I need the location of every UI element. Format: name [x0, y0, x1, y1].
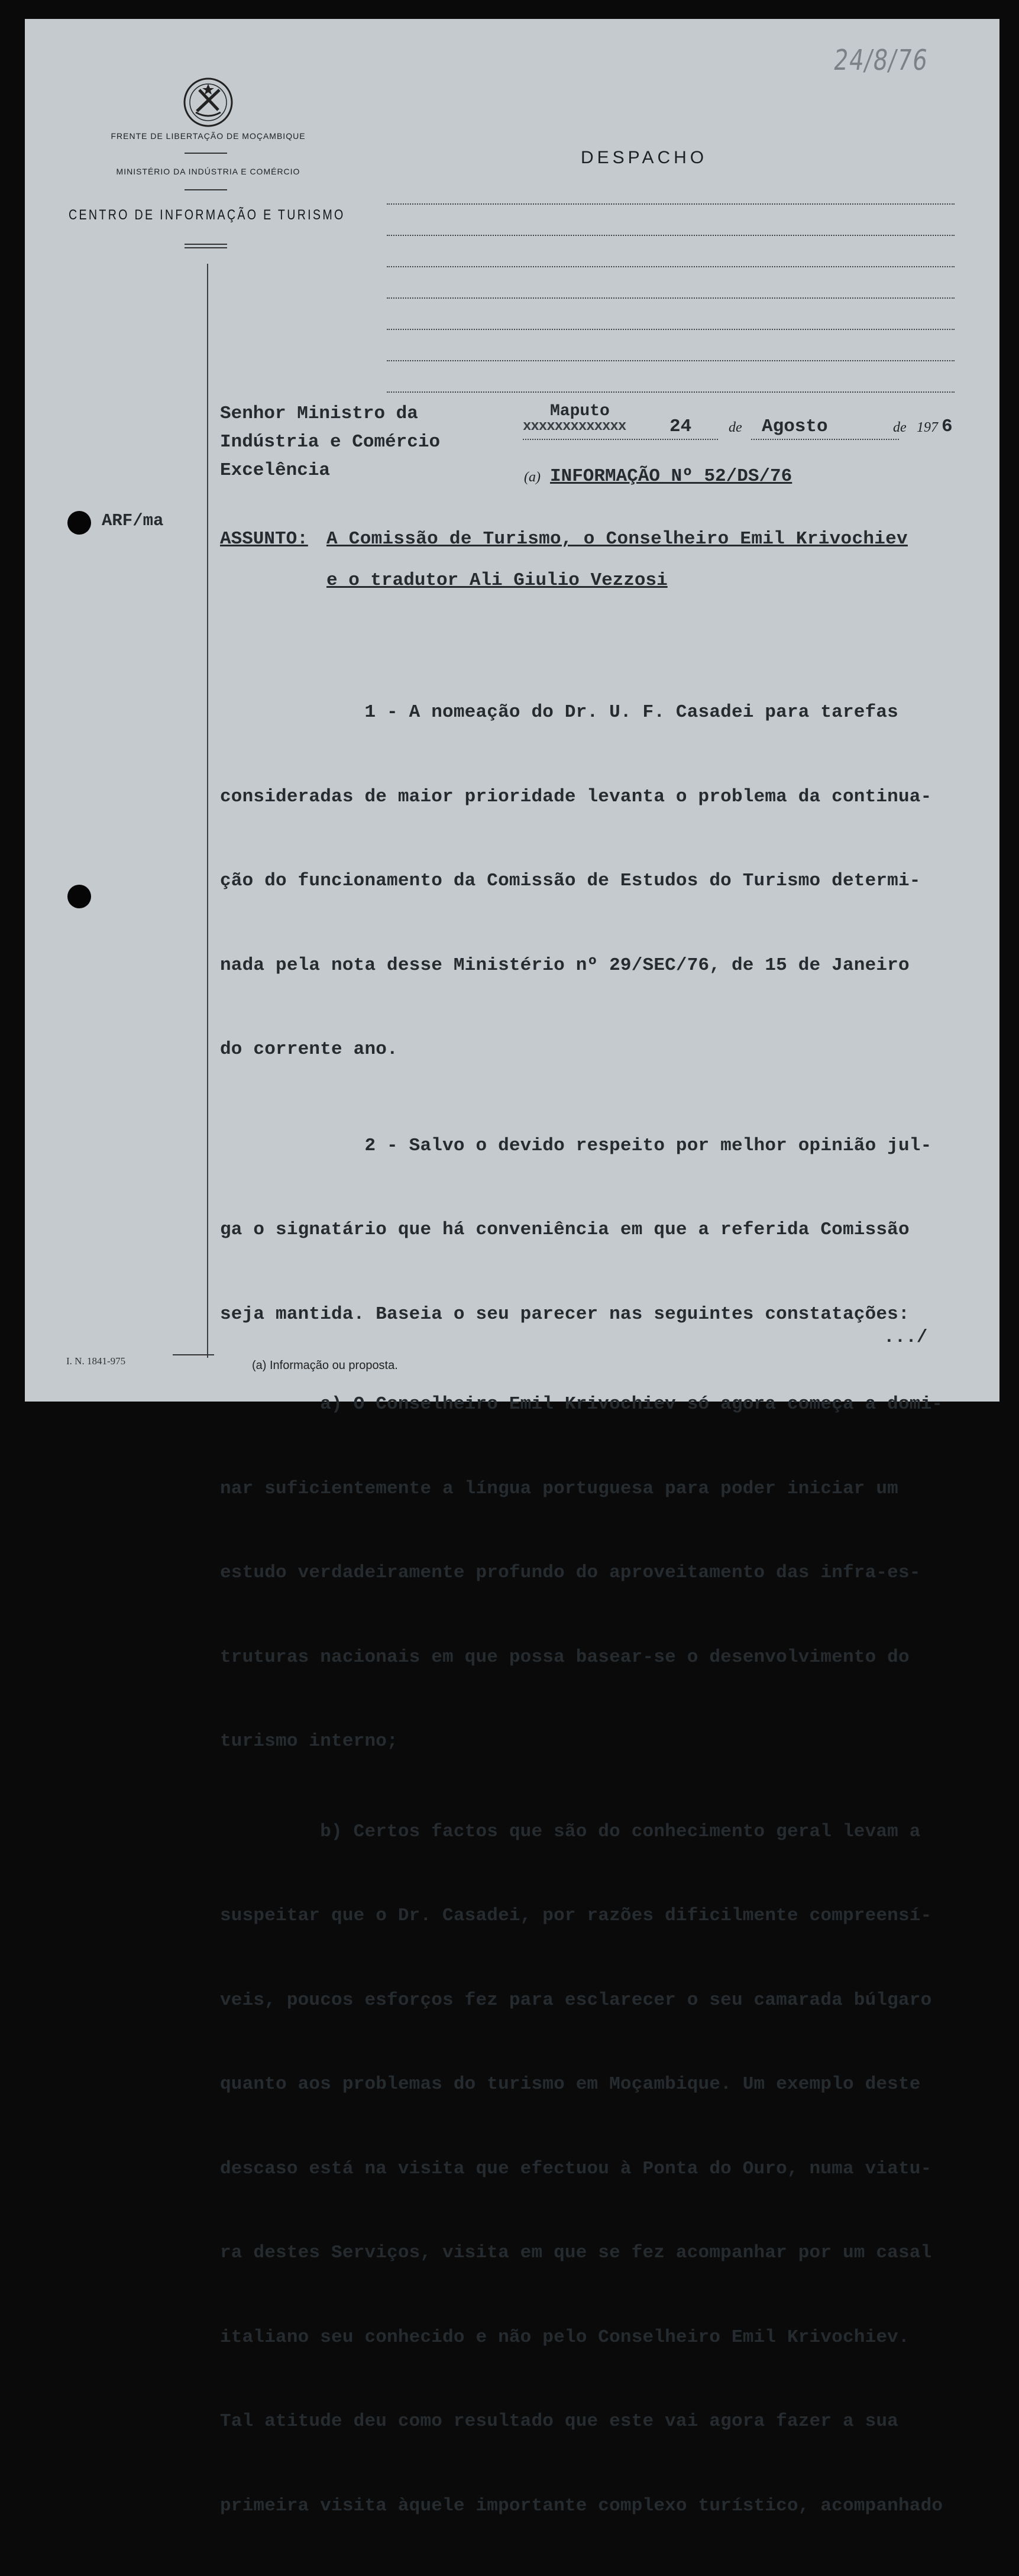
- informacao-number: INFORMAÇÃO Nº 52/DS/76: [550, 466, 792, 487]
- body-line: turismo interno;: [220, 1731, 398, 1752]
- body-line: ra destes Serviços, visita em que se fez acompanhar por um casal: [220, 2242, 932, 2263]
- body-line: seja mantida. Baseia o seu parecer nas seguintes constatações:: [220, 1303, 910, 1325]
- body-line: consideradas de maior prioridade levanta o problema da continua-: [220, 786, 932, 807]
- assunto-subject-line: e o tradutor Ali Giulio Vezzosi: [326, 570, 668, 591]
- document-page: [25, 19, 999, 2516]
- date-month: Agosto: [762, 416, 828, 437]
- body-line: ga o signatário que há conveniência em que a referida Comissão: [220, 1219, 910, 1240]
- frente-heading: FRENTE DE LIBERTAÇÃO DE MOÇAMBIQUE: [111, 131, 306, 141]
- body-line: veis, poucos esforços fez para esclarecer o seu camarada búlgaro: [220, 1989, 932, 2011]
- footer-divider: [173, 1354, 214, 1355]
- header-divider: [185, 244, 227, 245]
- informacao-marker: (a): [524, 470, 541, 485]
- date-year-digit: 6: [942, 416, 953, 437]
- reference-initials: ARF/ma: [102, 511, 164, 530]
- punch-hole: [67, 885, 91, 908]
- despacho-line: [387, 329, 955, 330]
- body-line: suspeitar que o Dr. Casadei, por razões dificilmente compreensí-: [220, 1905, 932, 1926]
- date-day: 24: [669, 416, 692, 437]
- header-divider: [185, 247, 227, 248]
- despacho-line: [387, 391, 955, 393]
- despacho-title: DESPACHO: [581, 148, 708, 167]
- footnote: (a) Informação ou proposta.: [252, 1359, 398, 1372]
- body-line: b) Certos factos que são do conhecimento geral levam a: [220, 1821, 921, 1842]
- date-de: de: [893, 420, 907, 435]
- body-line: descaso está na visita que efectuou à Ponta do Ouro, numa viatu-: [220, 2158, 932, 2179]
- body-line: italiano seu conhecido e não pelo Conselheiro Emil Krivochiev.: [220, 2326, 910, 2348]
- addressee-line: Excelência: [220, 460, 331, 481]
- form-code: I. N. 1841-975: [66, 1355, 126, 1367]
- body-line: do corrente ano.: [220, 1039, 398, 1060]
- body-line: a) O Conselheiro Emil Krivochiev só agora começa a domi-: [220, 1394, 943, 1415]
- body-line: Tal atitude deu como resultado que este vai agora fazer a sua: [220, 2411, 898, 2432]
- place-name: Maputo: [550, 402, 610, 420]
- body-line: primeira visita àquele importante complexo turístico, acompanhado: [220, 2495, 943, 2516]
- body-line: truturas nacionais em que possa basear-se o desenvolvimento do: [220, 1646, 910, 1668]
- body-line: nar suficientemente a língua portuguesa para poder iniciar um: [220, 1478, 898, 1499]
- date-year-prefix: 197: [917, 420, 938, 435]
- date-de: de: [729, 420, 742, 435]
- body-line: ção do funcionamento da Comissão de Estudos do Turismo determi-: [220, 870, 921, 891]
- addressee-line: Indústria e Comércio: [220, 432, 441, 452]
- despacho-line: [387, 360, 955, 361]
- frelimo-emblem-icon: [182, 76, 235, 129]
- ministerio-heading: MINISTÉRIO DA INDÚSTRIA E COMÉRCIO: [116, 167, 300, 176]
- continuation-mark: .../: [884, 1327, 928, 1348]
- body-text: [220, 642, 943, 2576]
- body-line: 1 - A nomeação do Dr. U. F. Casadei para tarefas: [220, 702, 898, 723]
- handwritten-date: 24/8/76: [832, 44, 931, 77]
- punch-hole: [67, 511, 91, 535]
- date-underline: [523, 439, 718, 440]
- despacho-line: [387, 203, 955, 205]
- date-underline: [751, 439, 899, 440]
- header-divider: [185, 189, 227, 190]
- margin-line: [207, 264, 208, 1358]
- body-line: nada pela nota desse Ministério nº 29/SEC/76, de 15 de Janeiro: [220, 954, 910, 976]
- body-line: 2 - Salvo o devido respeito por melhor opinião jul-: [220, 1135, 932, 1156]
- addressee-line: Senhor Ministro da: [220, 403, 418, 424]
- assunto-label: ASSUNTO:: [220, 529, 308, 549]
- header-divider: [185, 153, 227, 154]
- despacho-line: [387, 297, 955, 299]
- assunto-subject-line: A Comissão de Turismo, o Conselheiro Emil Krivochiev: [326, 529, 908, 549]
- despacho-line: [387, 266, 955, 267]
- despacho-line: [387, 235, 955, 236]
- centro-heading: CENTRO DE INFORMAÇÃO E TURISMO: [69, 207, 345, 223]
- struck-text: xxxxxxxxxxxxx: [523, 419, 626, 435]
- body-line: quanto aos problemas do turismo em Moçambique. Um exemplo deste: [220, 2074, 921, 2095]
- body-line: estudo verdadeiramente profundo do aproveitamento das infra-es-: [220, 1562, 921, 1583]
